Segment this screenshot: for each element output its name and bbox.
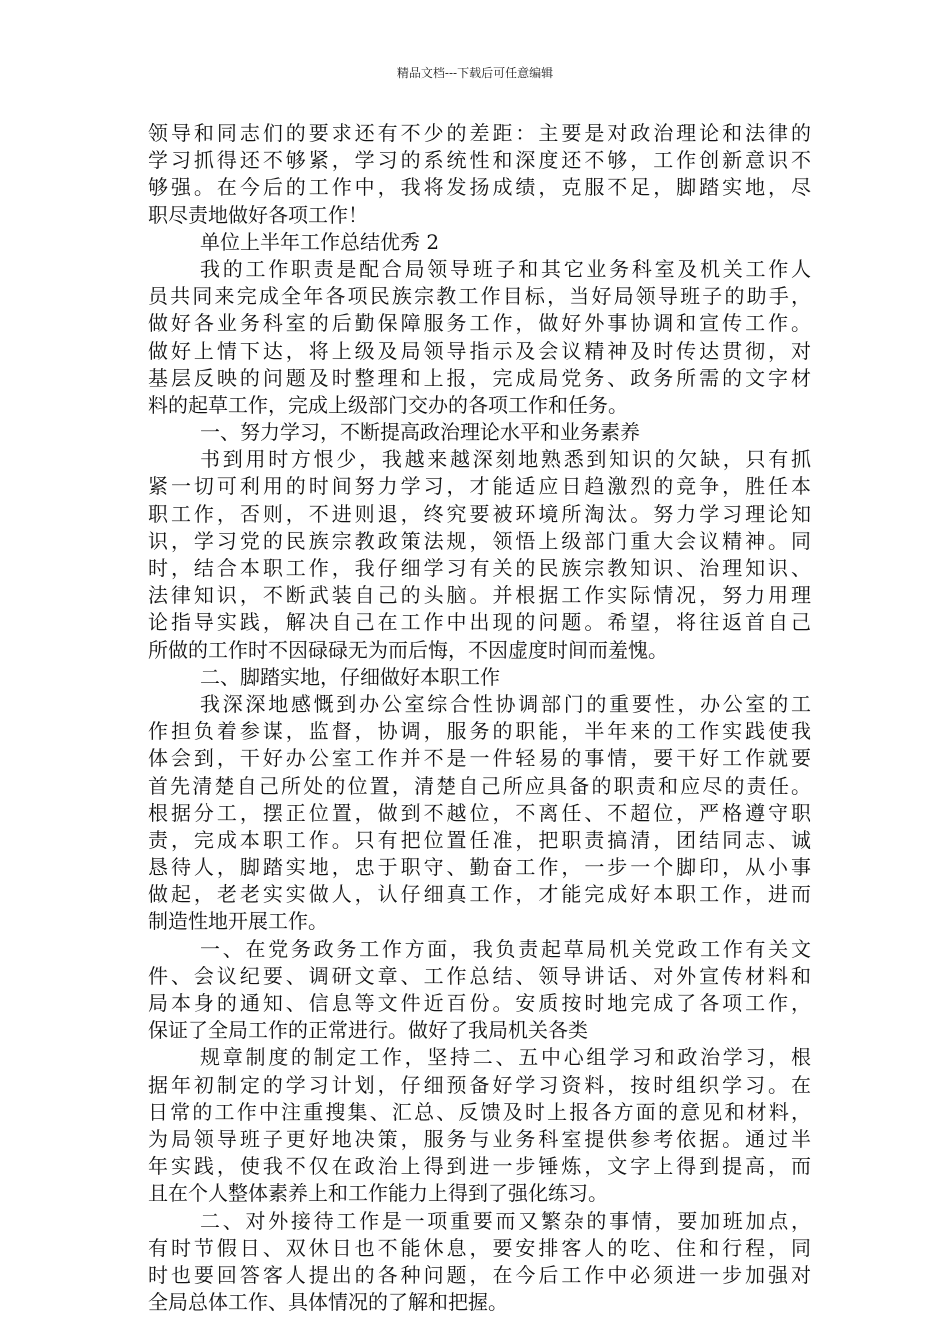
text-line: 有时节假日、双休日也不能休息，要安排客人的吃、住和行程，同 xyxy=(148,1235,811,1260)
text-line: 我的工作职责是配合局领导班子和其它业务科室及机关工作人 xyxy=(200,256,811,281)
text-line: 员共同来完成全年各项民族宗教工作目标，当好局领导班子的助手， xyxy=(148,284,811,309)
text-line: 我深深地感慨到办公室综合性协调部门的重要性，办公室的工 xyxy=(200,691,811,716)
text-line: 职工作，否则，不进则退，终究要被环境所淘汰。努力学习理论知 xyxy=(148,501,811,526)
text-line: 领导和同志们的要求还有不少的差距：主要是对政治理论和法律的 xyxy=(148,121,811,145)
text-line: 够强。在今后的工作中，我将发扬成绩，克服不足，脚踏实地，尽 xyxy=(148,175,811,200)
text-line: 法律知识，不断武装自己的头脑。并根据工作实际情况，努力用理 xyxy=(148,583,811,608)
text-line: 时，结合本职工作，我仔细学习有关的民族宗教知识、治理知识、 xyxy=(148,556,811,580)
text-line: 做好各业务科室的后勤保障服务工作，做好外事协调和宣传工作。 xyxy=(148,311,811,336)
text-line: 论指导实践，解决自己在工作中出现的问题。希望，将往返首自己 xyxy=(148,610,811,635)
text-line: 做好上情下达，将上级及局领导指示及会议精神及时传达贯彻，对 xyxy=(148,338,811,363)
text-line: 二、对外接待工作是一项重要而又繁杂的事情，要加班加点， xyxy=(200,1208,811,1233)
text-line: 基层反映的问题及时整理和上报，完成局党务、政务所需的文字材 xyxy=(148,365,811,390)
text-line: 体会到，干好办公室工作并不是一件轻易的事情，要干好工作就要 xyxy=(148,746,811,771)
text-line: 局本身的通知、信息等文件近百份。安质按时地完成了各项工作， xyxy=(148,991,811,1015)
text-line: 规章制度的制定工作，坚持二、五中心组学习和政治学习，根 xyxy=(200,1045,811,1070)
document-body xyxy=(148,120,811,1316)
text-line: 首先清楚自己所处的位置，清楚自己所应具备的职责和应尽的责任。 xyxy=(148,773,811,798)
text-line: 书到用时方恨少，我越来越深刻地熟悉到知识的欠缺，只有抓 xyxy=(200,447,811,472)
text-line: 职尽责地做好各项工作！ xyxy=(148,202,368,227)
text-line: 时也要回答客人提出的各种问题，在今后工作中必须进一步加强对 xyxy=(148,1262,811,1287)
text-line: 全局总体工作、具体情况的了解和把握。 xyxy=(148,1290,508,1315)
text-line: 且在个人整体素养上和工作能力上得到了强化练习。 xyxy=(148,1181,608,1206)
section-heading: 二、脚踏实地，仔细做好本职工作 xyxy=(200,664,500,689)
text-line: 年实践，使我不仅在政治上得到进一步锤炼，文字上得到提高，而 xyxy=(148,1154,811,1179)
text-line: 恳待人，脚踏实地，忠于职守、勤奋工作，一步一个脚印，从小事 xyxy=(148,855,811,880)
text-line: 制造性地开展工作。 xyxy=(148,909,328,934)
text-line: 根据分工，摆正位置，做到不越位，不离任、不超位，严格遵守职 xyxy=(148,800,811,825)
section-heading: 单位上半年工作总结优秀 2 xyxy=(200,229,440,254)
text-line: 日常的工作中注重搜集、汇总、反馈及时上报各方面的意见和材料， xyxy=(148,1099,811,1124)
text-line: 一、在党务政务工作方面，我负责起草局机关党政工作有关文 xyxy=(200,936,811,961)
section-heading: 一、努力学习，不断提高政治理论水平和业务素养 xyxy=(200,420,640,445)
text-line: 料的起草工作，完成上级部门交办的各项工作和任务。 xyxy=(148,392,628,417)
text-line: 识，学习党的民族宗教政策法规，领悟上级部门重大会议精神。同 xyxy=(148,528,811,553)
page-header: 精品文档---下载后可任意编辑 xyxy=(396,66,554,80)
text-line: 紧一切可利用的时间努力学习，才能适应日趋激烈的竞争，胜任本 xyxy=(148,474,811,499)
text-line: 学习抓得还不够紧，学习的系统性和深度还不够，工作创新意识不 xyxy=(148,148,811,173)
text-line: 所做的工作时不因碌碌无为而后悔，不因虚度时间而羞愧。 xyxy=(148,637,668,662)
text-line: 做起，老老实实做人，认仔细真工作，才能完成好本职工作，进而 xyxy=(148,882,811,907)
text-line: 责，完成本职工作。只有把位置任准，把职责搞清，团结同志、诚 xyxy=(148,827,811,852)
text-line: 作担负着参谋，监督，协调，服务的职能，半年来的工作实践使我 xyxy=(148,719,811,744)
text-line: 据年初制定的学习计划，仔细预备好学习资料，按时组织学习。在 xyxy=(148,1072,811,1097)
text-line: 保证了全局工作的正常进行。做好了我局机关各类 xyxy=(148,1018,588,1043)
text-line: 为局领导班子更好地决策，服务与业务科室提供参考依据。通过半 xyxy=(148,1126,811,1151)
text-line: 件、会议纪要、调研文章、工作总结、领导讲话、对外宣传材料和 xyxy=(148,963,811,988)
